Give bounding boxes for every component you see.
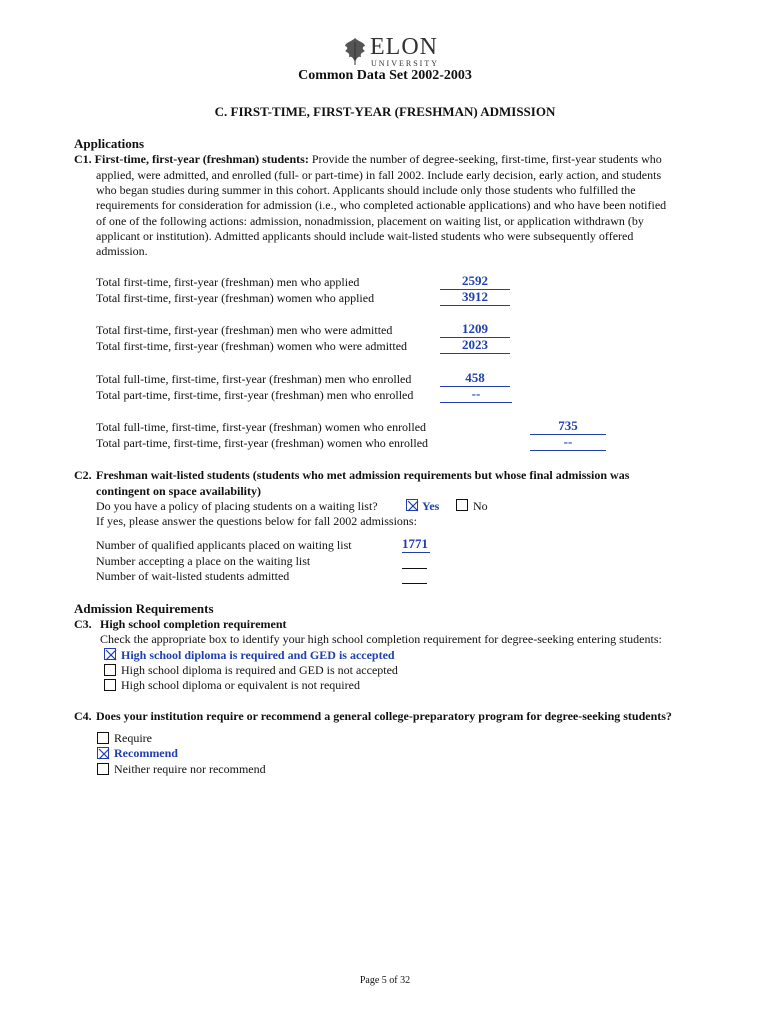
ged-accepted-label: High school diploma is required and GED is accepted <box>121 648 395 662</box>
men-ft-enrolled-label: Total full-time, first-time, first-year (freshman) men who enrolled <box>96 372 412 386</box>
c4-label: C4. <box>74 709 92 723</box>
c1-intro: Provide the number of degree-seeking, first-time, first-year students who <box>308 152 662 166</box>
men-admitted-label: Total first-time, first-year (freshman) men who were admitted <box>96 323 393 337</box>
requirements-heading: Admission Requirements <box>74 601 214 616</box>
neither-checkbox[interactable] <box>97 763 109 775</box>
checkbox-x-icon <box>98 748 110 760</box>
logo-sub-text: UNIVERSITY <box>371 59 439 68</box>
elon-logo <box>340 34 440 70</box>
ged-not-accepted-checkbox[interactable] <box>104 664 116 676</box>
c4-title: Does your institution require or recommend a general college-preparatory program for degree-seeking students? <box>96 709 672 723</box>
women-admitted-value[interactable]: 2023 <box>440 337 510 354</box>
c1-line: applicant or institution). Admitted applicants should include wait-listed students who were subsequently offered <box>96 228 634 243</box>
logo-main-text: ELON <box>370 34 438 60</box>
recommend-label: Recommend <box>114 746 178 760</box>
men-admitted-value[interactable]: 1209 <box>440 321 510 338</box>
women-applied-value[interactable]: 3912 <box>440 289 510 306</box>
diploma-not-required-checkbox[interactable] <box>104 679 116 691</box>
c2-title-line1: Freshman wait-listed students (students who met admission requirements but whose final admission was <box>96 468 630 482</box>
waitlist-admitted-label: Number of wait-listed students admitted <box>96 569 290 583</box>
women-pt-enrolled-label: Total part-time, first-time, first-year (freshman) women who enrolled <box>96 436 429 450</box>
c1-bold-title: First-time, first-year (freshman) students: <box>94 152 309 166</box>
c1-line: who began studies during summer in this cohort. Applicants should include only those students who fulfilled the <box>96 183 636 198</box>
section-title: C. FIRST-TIME, FIRST-YEAR (FRESHMAN) ADMISSION <box>214 104 556 119</box>
waitlist-policy-question: Do you have a policy of placing students on a waiting list? <box>96 499 378 513</box>
waitlist-yes-checkbox[interactable] <box>406 499 418 511</box>
oak-leaf-icon <box>342 36 368 66</box>
document-title: Common Data Set 2002-2003 <box>298 68 472 83</box>
men-pt-enrolled-value[interactable]: -- <box>440 386 512 403</box>
diploma-not-required-label: High school diploma or equivalent is not required <box>121 678 360 692</box>
c1-line: admission. <box>96 244 148 259</box>
c1-line: of one of the following actions: admission, nonadmission, placement on waiting list, or application withdrawn (by <box>96 213 644 228</box>
c1-line: applied, were admitted, and enrolled (full- or part-time) in fall 2002. Include early decision, early action, and students <box>96 168 662 182</box>
c1-line: requirements for consideration for admission (i.e., who completed actionable applications) and who have been notified <box>96 198 667 213</box>
c1-paragraph <box>96 168 706 259</box>
require-checkbox[interactable] <box>97 732 109 744</box>
women-applied-label: Total first-time, first-year (freshman) women who applied <box>96 291 375 305</box>
neither-label: Neither require nor recommend <box>114 762 266 776</box>
require-label: Require <box>114 731 152 745</box>
women-ft-enrolled-label: Total full-time, first-time, first-year (freshman) women who enrolled <box>96 420 427 434</box>
waitlist-instruction: If yes, please answer the questions below for fall 2002 admissions: <box>96 514 417 528</box>
waitlist-accepting-value[interactable] <box>402 554 427 569</box>
men-applied-value[interactable]: 2592 <box>440 273 510 290</box>
c3-instruction: Check the appropriate box to identify your high school completion requirement for degree-seeking entering students: <box>100 632 662 646</box>
waitlist-admitted-value[interactable] <box>402 569 427 584</box>
women-ft-enrolled-value[interactable]: 735 <box>530 418 606 435</box>
checkbox-x-icon <box>105 649 117 661</box>
waitlist-yes-label: Yes <box>422 499 440 513</box>
ged-accepted-checkbox[interactable] <box>104 648 116 660</box>
men-ft-enrolled-value[interactable]: 458 <box>440 370 510 387</box>
c1-label: C1. <box>74 152 92 166</box>
men-pt-enrolled-label: Total part-time, first-time, first-year (freshman) men who enrolled <box>96 388 414 402</box>
c2-title-line2: contingent on space availability) <box>96 484 262 498</box>
women-pt-enrolled-value[interactable]: -- <box>530 434 606 451</box>
waitlist-placed-label: Number of qualified applicants placed on waiting list <box>96 538 352 552</box>
waitlist-no-checkbox[interactable] <box>456 499 468 511</box>
c1-first-line <box>74 152 662 167</box>
waitlist-placed-value[interactable]: 1771 <box>402 536 428 551</box>
ged-not-accepted-label: High school diploma is required and GED is not accepted <box>121 663 398 677</box>
men-applied-label: Total first-time, first-year (freshman) men who applied <box>96 275 360 289</box>
applications-heading: Applications <box>74 136 145 151</box>
c3-label: C3. <box>74 617 92 631</box>
page-number: Page 5 of 32 <box>359 975 411 986</box>
c2-label: C2. <box>74 468 92 482</box>
checkbox-x-icon <box>407 500 419 512</box>
c3-title: High school completion requirement <box>100 617 287 631</box>
waitlist-no-label: No <box>473 499 488 513</box>
waitlist-accepting-label: Number accepting a place on the waiting list <box>96 554 311 568</box>
recommend-checkbox[interactable] <box>97 747 109 759</box>
women-admitted-label: Total first-time, first-year (freshman) women who were admitted <box>96 339 408 353</box>
